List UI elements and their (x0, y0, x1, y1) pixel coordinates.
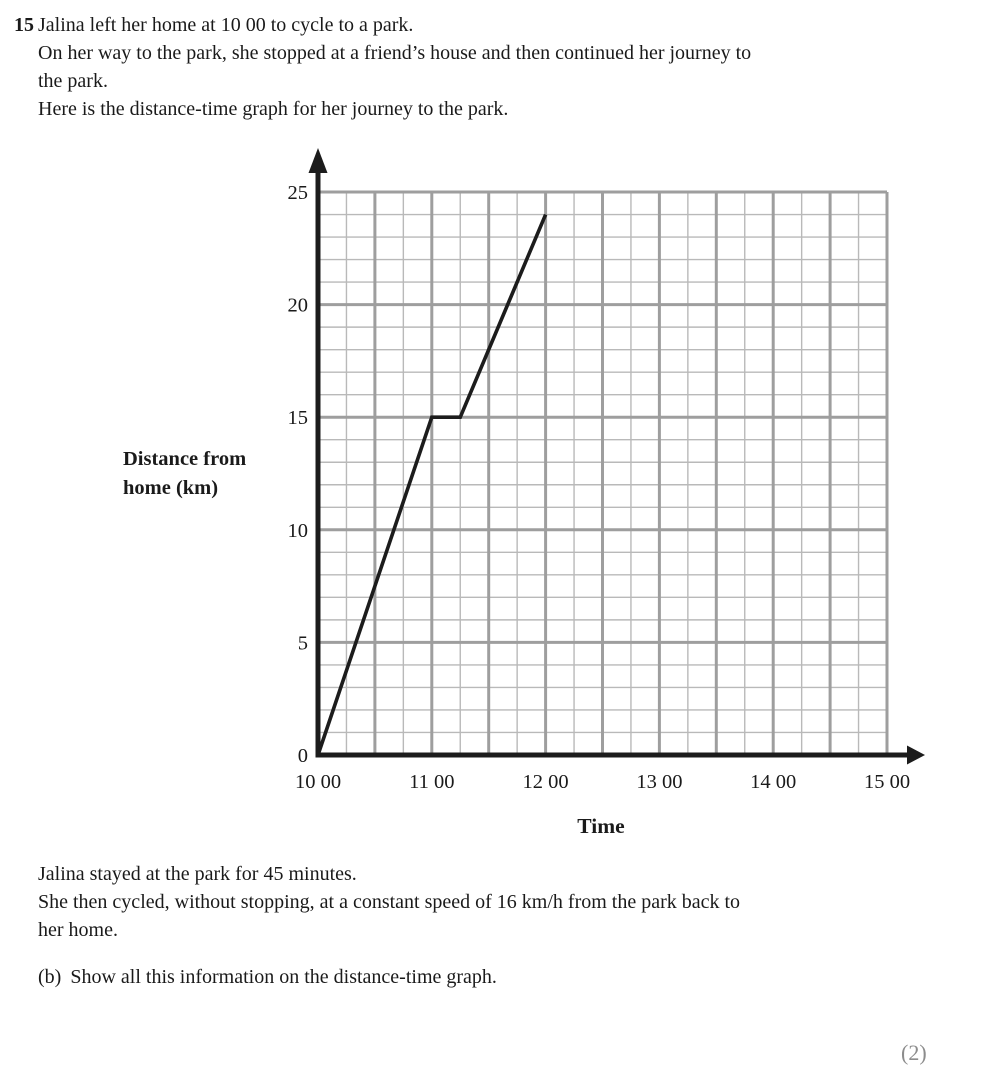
x-axis-title: Time (577, 814, 625, 838)
y-axis-title: Distance from (123, 448, 247, 470)
part-b-label: (b) (38, 966, 62, 988)
y-tick-label: 5 (297, 632, 308, 655)
tick-labels (288, 182, 911, 793)
distance-time-graph (0, 140, 1001, 850)
x-tick-label: 14 00 (750, 771, 797, 793)
x-tick-label: 11 00 (409, 771, 455, 793)
question-intro (38, 11, 751, 123)
question-part-b (38, 963, 497, 991)
followup-line: her home. (38, 919, 118, 941)
followup-line: Jalina stayed at the park for 45 minutes. (38, 863, 357, 885)
y-tick-label: 0 (297, 745, 308, 767)
y-axis-arrow-icon (309, 148, 328, 173)
x-tick-label: 10 00 (294, 771, 342, 793)
x-tick-label: 13 00 (636, 771, 683, 793)
intro-line: On her way to the park, she stopped at a friend’s house and then continued her journey to (38, 42, 752, 64)
x-tick-label: 12 00 (522, 771, 569, 793)
followup-line: She then cycled, without stopping, at a constant speed of 16 km/h from the park back to (38, 891, 741, 913)
x-axis-arrow-icon (907, 746, 925, 765)
question-followup (38, 860, 740, 944)
y-tick-label: 10 (287, 519, 308, 542)
intro-line: the park. (38, 70, 108, 92)
y-axis-title: home (km) (123, 477, 219, 499)
intro-line: Jalina left her home at 10 00 to cycle to a park. (38, 14, 414, 36)
x-tick-label: 15 00 (863, 771, 911, 793)
question-number: 15 (14, 14, 34, 36)
marks-badge: (2) (901, 1040, 927, 1065)
y-tick-label: 25 (287, 182, 308, 204)
y-tick-label: 15 (287, 407, 308, 430)
intro-line: Here is the distance-time graph for her journey to the park. (38, 98, 509, 120)
y-tick-label: 20 (287, 294, 308, 317)
axes (309, 148, 926, 765)
part-b-text: Show all this information on the distance-time graph. (70, 966, 497, 988)
